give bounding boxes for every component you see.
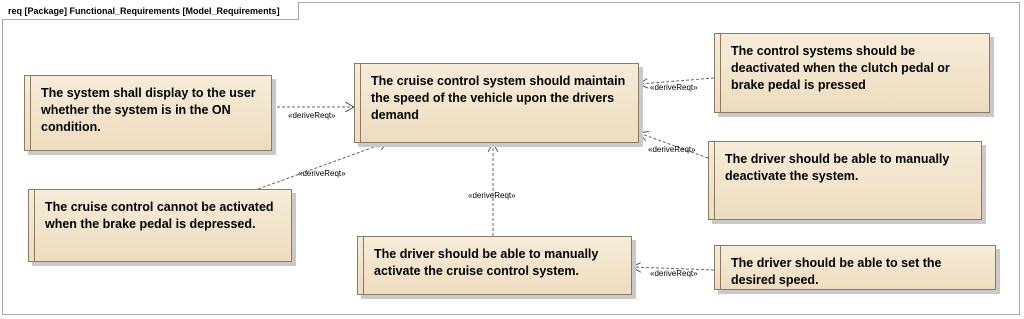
requirement-text: The driver should be able to manually activate the cruise control system. — [374, 247, 599, 278]
requirement-maintain-speed[interactable] — [354, 63, 639, 143]
requirement-text: The driver should be able to manually deactivate the system. — [725, 152, 950, 183]
requirement-manual-activate[interactable] — [357, 236, 632, 295]
requirement-text: The control systems should be deactivated when the clutch pedal or brake pedal is pressed — [731, 44, 950, 92]
requirement-deactivate-clutch-brake[interactable] — [714, 33, 990, 113]
stereotype-label: «deriveReqt» — [288, 111, 336, 120]
requirement-no-activation-brake[interactable] — [28, 189, 292, 262]
link-brake-to-maintain[interactable] — [258, 142, 388, 189]
diagram-frame-label: req [Package] Functional_Requirements [Model_Requirements] — [2, 2, 299, 20]
stereotype-label: «deriveReqt» — [468, 191, 516, 200]
requirement-text: The driver should be able to set the desired speed. — [731, 256, 942, 287]
requirement-text: The system shall display to the user whether the system is in the ON condition. — [41, 86, 256, 134]
requirement-display-on[interactable] — [24, 75, 272, 151]
stereotype-label: «deriveReqt» — [650, 83, 698, 92]
requirement-manual-deactivate[interactable] — [708, 141, 982, 220]
stereotype-label: «deriveReqt» — [650, 269, 698, 278]
stereotype-label: «deriveReqt» — [648, 145, 696, 154]
stereotype-label: «deriveReqt» — [298, 169, 346, 178]
requirement-text: The cruise control system should maintain the speed of the vehicle upon the drivers demand — [371, 74, 626, 122]
requirement-text: The cruise control cannot be activated when the brake pedal is depressed. — [45, 200, 274, 231]
requirement-set-speed[interactable] — [714, 245, 996, 290]
